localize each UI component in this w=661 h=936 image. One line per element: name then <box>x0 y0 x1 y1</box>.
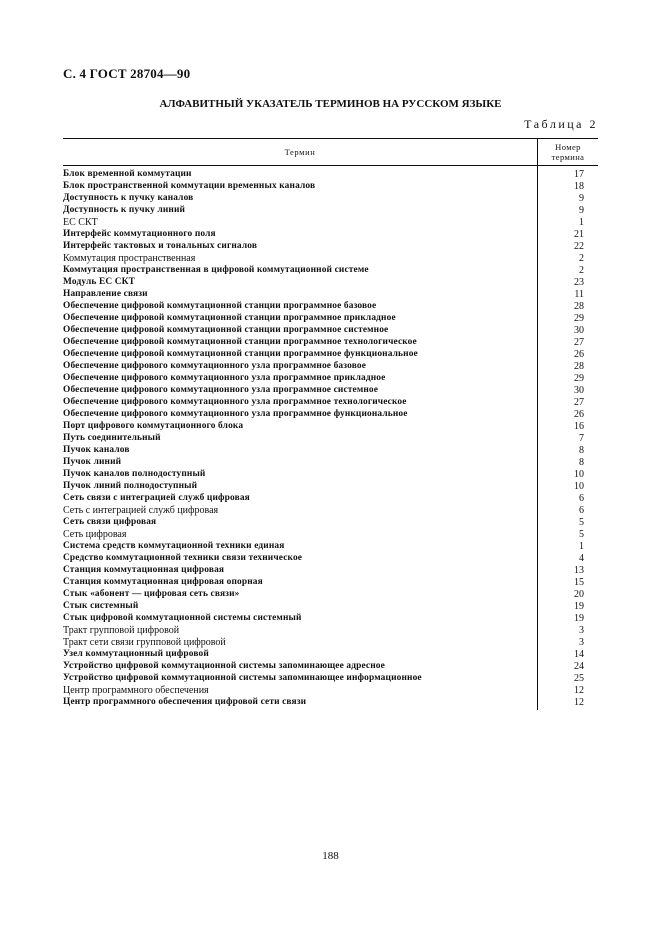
table-row <box>63 456 598 468</box>
term-cell: Обеспечение цифровой коммутационной станции программное системное <box>63 325 389 335</box>
number-cell: 11 <box>574 288 584 300</box>
table-row <box>63 264 598 276</box>
term-cell: Обеспечение цифровой коммутационной станции программное базовое <box>63 301 377 311</box>
term-cell: Станция коммутационная цифровая опорная <box>63 577 263 587</box>
document-header: С. 4 ГОСТ 28704—90 <box>63 66 191 81</box>
table-row <box>63 312 598 324</box>
term-cell: Направление связи <box>63 289 148 299</box>
term-cell: Тракт сети связи групповой цифровой <box>63 636 226 648</box>
number-cell: 15 <box>574 576 584 588</box>
column-header-number-line2: термина <box>551 152 585 162</box>
term-cell: Блок пространственной коммутации временных каналов <box>63 181 316 191</box>
number-cell: 6 <box>579 492 584 504</box>
term-cell: Путь соединительный <box>63 433 161 443</box>
table-label: Таблица 2 <box>524 117 598 131</box>
table-row <box>63 168 598 180</box>
column-header-term: Термин <box>284 147 316 157</box>
terms-table <box>63 138 598 708</box>
number-cell: 16 <box>574 420 584 432</box>
column-header-number-line1: Номер <box>555 142 581 152</box>
number-cell: 19 <box>574 612 584 624</box>
table-row <box>63 684 598 696</box>
number-cell: 10 <box>574 480 584 492</box>
number-cell: 14 <box>574 648 584 660</box>
number-cell: 3 <box>579 624 584 636</box>
term-cell: Обеспечение цифрового коммутационного узла программное функциональное <box>63 409 408 419</box>
term-cell: Коммутация пространственная <box>63 252 196 264</box>
table-row <box>63 180 598 192</box>
table-row <box>63 444 598 456</box>
number-cell: 30 <box>574 384 584 396</box>
table-body <box>63 166 598 708</box>
table-row <box>63 348 598 360</box>
term-cell: Тракт групповой цифровой <box>63 624 180 636</box>
number-cell: 12 <box>574 696 584 708</box>
table-row <box>63 612 598 624</box>
table-row <box>63 336 598 348</box>
table-row <box>63 276 598 288</box>
number-cell: 26 <box>574 408 584 420</box>
term-cell: Узел коммутационный цифровой <box>63 649 209 659</box>
term-cell: ЕС СКТ <box>63 216 98 228</box>
term-cell: Обеспечение цифровой коммутационной станции программное функциональное <box>63 349 418 359</box>
number-cell: 23 <box>574 276 584 288</box>
table-row <box>63 528 598 540</box>
term-cell: Пучок линий <box>63 457 122 467</box>
term-cell: Обеспечение цифрового коммутационного узла программное технологическое <box>63 397 407 407</box>
term-cell: Пучок линий полнодоступный <box>63 481 198 491</box>
number-cell: 27 <box>574 396 584 408</box>
number-cell: 22 <box>574 240 584 252</box>
term-cell: Устройство цифровой коммутационной системы запоминающее адресное <box>63 661 385 671</box>
table-row <box>63 252 598 264</box>
number-cell: 20 <box>574 588 584 600</box>
number-cell: 28 <box>574 360 584 372</box>
number-cell: 25 <box>574 672 584 684</box>
term-cell: Коммутация пространственная в цифровой коммутационной системе <box>63 265 369 275</box>
table-row <box>63 240 598 252</box>
table-row <box>63 552 598 564</box>
number-cell: 1 <box>579 216 584 228</box>
number-cell: 2 <box>579 252 584 264</box>
term-cell: Стык «абонент — цифровая сеть связи» <box>63 589 240 599</box>
table-row <box>63 516 598 528</box>
term-cell: Сеть связи цифровая <box>63 517 157 527</box>
number-cell: 29 <box>574 312 584 324</box>
number-cell: 28 <box>574 300 584 312</box>
table-row <box>63 492 598 504</box>
term-cell: Блок временной коммутации <box>63 169 192 179</box>
number-cell: 9 <box>579 192 584 204</box>
term-cell: Система средств коммутационной техники единая <box>63 541 285 551</box>
term-cell: Сеть связи с интеграцией служб цифровая <box>63 493 250 503</box>
number-cell: 19 <box>574 600 584 612</box>
term-cell: Пучок каналов полнодоступный <box>63 469 206 479</box>
term-cell: Центр программного обеспечения <box>63 684 209 696</box>
term-cell: Средство коммутационной техники связи техническое <box>63 553 303 563</box>
term-cell: Интерфейс коммутационного поля <box>63 229 216 239</box>
number-cell: 7 <box>579 432 584 444</box>
number-cell: 9 <box>579 204 584 216</box>
table-row <box>63 396 598 408</box>
number-cell: 27 <box>574 336 584 348</box>
page-number: 188 <box>322 850 339 862</box>
term-cell: Центр программного обеспечения цифровой сети связи <box>63 697 307 707</box>
table-row <box>63 204 598 216</box>
term-cell: Станция коммутационная цифровая <box>63 565 225 575</box>
number-cell: 24 <box>574 660 584 672</box>
table-row <box>63 420 598 432</box>
table-row <box>63 480 598 492</box>
table-row <box>63 648 598 660</box>
term-cell: Обеспечение цифрового коммутационного узла программное базовое <box>63 361 367 371</box>
table-row <box>63 540 598 552</box>
number-cell: 12 <box>574 684 584 696</box>
number-cell: 8 <box>579 456 584 468</box>
term-cell: Стык системный <box>63 601 139 611</box>
table-row <box>63 192 598 204</box>
table-row <box>63 588 598 600</box>
number-cell: 5 <box>579 528 584 540</box>
term-cell: Пучок каналов <box>63 445 130 455</box>
table-row <box>63 504 598 516</box>
table-row <box>63 636 598 648</box>
table-row <box>63 564 598 576</box>
number-cell: 6 <box>579 504 584 516</box>
term-cell: Обеспечение цифровой коммутационной станции программное технологическое <box>63 337 417 347</box>
column-header-number <box>537 139 598 165</box>
table-row <box>63 660 598 672</box>
term-cell: Доступность к пучку каналов <box>63 193 194 203</box>
table-row <box>63 372 598 384</box>
table-row <box>63 468 598 480</box>
table-row <box>63 600 598 612</box>
number-cell: 8 <box>579 444 584 456</box>
table-row <box>63 300 598 312</box>
number-cell: 17 <box>574 168 584 180</box>
term-cell: Устройство цифровой коммутационной системы запоминающее информационное <box>63 673 422 683</box>
number-cell: 26 <box>574 348 584 360</box>
table-row <box>63 432 598 444</box>
table-row <box>63 384 598 396</box>
number-cell: 2 <box>579 264 584 276</box>
term-cell: Доступность к пучку линий <box>63 205 186 215</box>
number-cell: 1 <box>579 540 584 552</box>
table-row <box>63 228 598 240</box>
number-cell: 10 <box>574 468 584 480</box>
number-cell: 30 <box>574 324 584 336</box>
term-cell: Обеспечение цифровой коммутационной станции программное прикладное <box>63 313 396 323</box>
table-row <box>63 576 598 588</box>
number-cell: 13 <box>574 564 584 576</box>
table-header <box>63 138 598 166</box>
term-cell: Интерфейс тактовых и тональных сигналов <box>63 241 258 251</box>
table-row <box>63 624 598 636</box>
table-row <box>63 672 598 684</box>
term-cell: Обеспечение цифрового коммутационного узла программное прикладное <box>63 373 386 383</box>
table-row <box>63 216 598 228</box>
number-cell: 18 <box>574 180 584 192</box>
table-row <box>63 288 598 300</box>
number-cell: 5 <box>579 516 584 528</box>
table-row <box>63 324 598 336</box>
number-cell: 29 <box>574 372 584 384</box>
term-cell: Сеть с интеграцией служб цифровая <box>63 504 219 516</box>
term-cell: Стык цифровой коммутационной системы системный <box>63 613 302 623</box>
term-cell: Порт цифрового коммутационного блока <box>63 421 244 431</box>
table-row <box>63 408 598 420</box>
number-cell: 4 <box>579 552 584 564</box>
table-row <box>63 696 598 708</box>
number-cell: 3 <box>579 636 584 648</box>
term-cell: Сеть цифровая <box>63 528 127 540</box>
table-row <box>63 360 598 372</box>
number-cell: 21 <box>574 228 584 240</box>
index-title: АЛФАВИТНЫЙ УКАЗАТЕЛЬ ТЕРМИНОВ НА РУССКОМ ЯЗЫКЕ <box>159 98 502 110</box>
term-cell: Модуль ЕС СКТ <box>63 277 136 287</box>
term-cell: Обеспечение цифрового коммутационного узла программное системное <box>63 385 379 395</box>
